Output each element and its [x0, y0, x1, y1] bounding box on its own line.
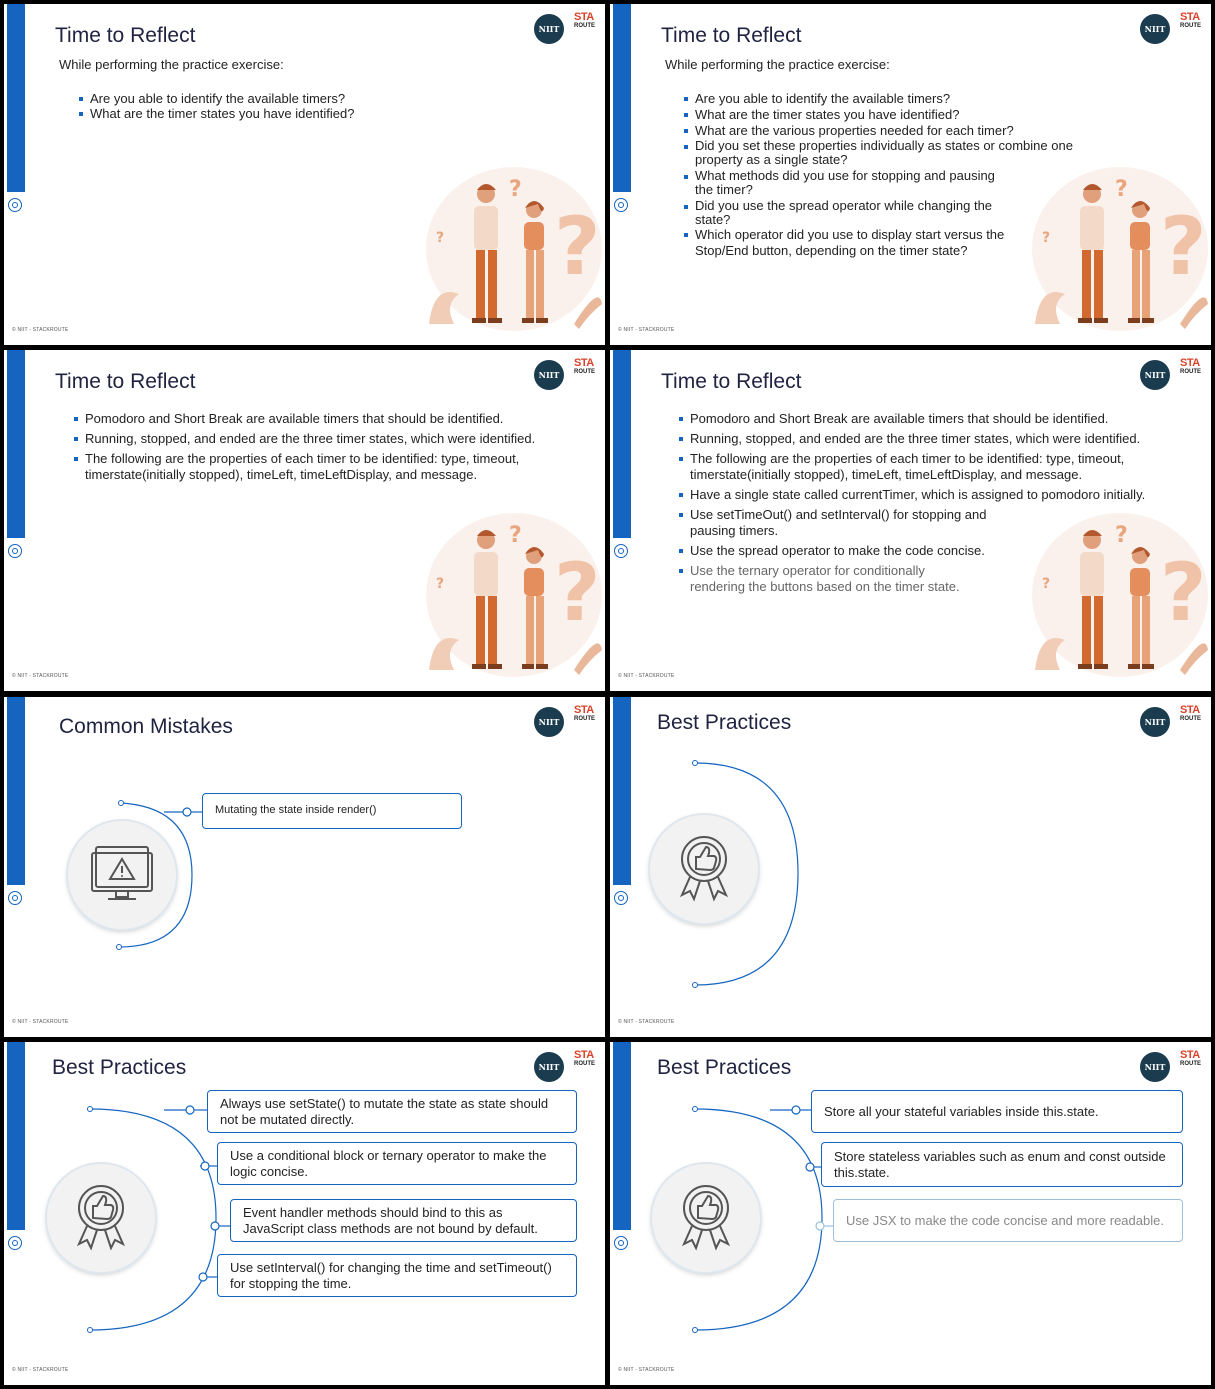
slide-3 [4, 350, 605, 691]
bullet-item: Running, stopped, and ended are the three timer states, which were identified. [679, 431, 1174, 447]
best-practice-box: Always use setState() to mutate the state as state should not be mutated directly. [207, 1090, 577, 1133]
accent-bar [7, 4, 25, 192]
stackroute-logo: STA ROUTE [574, 11, 595, 29]
bullet-item: Use setTimeOut() and setInterval() for stopping and pausing timers. [679, 507, 1010, 539]
footer-copyright: © NIIT - STACKROUTE [618, 327, 675, 333]
slide-title: Time to Reflect [661, 24, 802, 47]
niit-logo: NIIT [534, 1052, 564, 1082]
slide-title: Time to Reflect [55, 24, 196, 47]
accent-bar [7, 350, 25, 538]
niit-logo: NIIT [1140, 707, 1170, 737]
footer-copyright: © NIIT - STACKROUTE [618, 1367, 675, 1373]
svg-text:?: ? [554, 200, 601, 293]
bullet-item: What are the timer states you have identified? [79, 106, 389, 121]
slide-title: Best Practices [52, 1056, 187, 1079]
reflecting-people-illustration [414, 164, 604, 334]
accent-bar [613, 350, 631, 538]
slide-title: Best Practices [657, 711, 792, 734]
stackroute-logo: STA ROUTE [1180, 11, 1201, 29]
footer-copyright: © NIIT - STACKROUTE [12, 1019, 69, 1025]
svg-text:?: ? [1160, 200, 1207, 293]
best-practice-box: Store stateless variables such as enum and const outside this.state. [821, 1142, 1183, 1187]
slide-subtitle: While performing the practice exercise: [59, 57, 284, 72]
niit-logo: NIIT [534, 360, 564, 390]
bullet-item: Pomodoro and Short Break are available timers that should be identified. [74, 411, 564, 427]
reflecting-people-illustration [1020, 164, 1210, 334]
bullet-item: Have a single state called currentTimer, which is assigned to pomodoro initially. [679, 487, 1174, 503]
footer-copyright: © NIIT - STACKROUTE [12, 673, 69, 679]
slide-6 [610, 697, 1211, 1037]
award-thumbs-up-icon [650, 815, 758, 923]
best-practice-box: Use setInterval() for changing the time and setTimeout() for stopping the time. [217, 1254, 577, 1297]
svg-text:?: ? [554, 546, 601, 639]
stackroute-logo: STA ROUTE [574, 357, 595, 375]
bullet-item: Pomodoro and Short Break are available timers that should be identified. [679, 411, 1174, 427]
target-icon [614, 544, 628, 558]
bullet-item: Use the spread operator to make the code concise. [679, 543, 1174, 559]
svg-text:?: ? [509, 177, 522, 202]
best-practice-box: Use a conditional block or ternary operator to make the logic concise. [217, 1142, 577, 1185]
niit-logo: NIIT [1140, 1052, 1170, 1082]
bullet-item: Use the ternary operator for conditionally rendering the buttons based on the timer state. [679, 563, 980, 595]
svg-text:?: ? [1160, 546, 1207, 639]
niit-logo: NIIT [1140, 14, 1170, 44]
slide-title: Common Mistakes [59, 715, 233, 738]
reflecting-people-illustration [414, 510, 604, 680]
bullet-item: The following are the properties of each timer to be identified: type, timeout, timerstate(initially stopped), timeLeft, timeLeftDisplay, and message. [679, 451, 1174, 483]
stackroute-logo: STA ROUTE [1180, 704, 1201, 722]
slide-title: Time to Reflect [661, 370, 802, 393]
award-thumbs-up-icon [47, 1164, 155, 1272]
footer-copyright: © NIIT - STACKROUTE [12, 327, 69, 333]
stackroute-logo: STA ROUTE [574, 704, 595, 722]
bullet-item: Which operator did you use to display start versus the Stop/End button, depending on the timer state? [684, 227, 1025, 259]
accent-bar [613, 4, 631, 192]
award-thumbs-up-icon [652, 1164, 760, 1272]
stackroute-logo: STA ROUTE [1180, 1049, 1201, 1067]
bullet-item: Did you use the spread operator while changing the state? [684, 199, 995, 227]
svg-text:?: ? [1042, 230, 1051, 246]
bullet-item: Are you able to identify the available timers? [79, 91, 389, 106]
footer-copyright: © NIIT - STACKROUTE [618, 673, 675, 679]
bullet-item: What are the various properties needed for each timer? [684, 123, 1089, 139]
best-practice-box: Store all your stateful variables inside this.state. [811, 1090, 1183, 1133]
best-practice-box: Use JSX to make the code concise and more readable. [833, 1199, 1183, 1242]
target-icon [614, 198, 628, 212]
computer-warning-icon [68, 821, 176, 929]
bullet-item: Are you able to identify the available timers? [684, 91, 1089, 107]
footer-copyright: © NIIT - STACKROUTE [618, 1019, 675, 1025]
slide-7 [4, 1042, 605, 1385]
mistake-box: Mutating the state inside render() [202, 793, 462, 829]
niit-logo: NIIT [534, 707, 564, 737]
bullet-item: The following are the properties of each timer to be identified: type, timeout, timerstate(initially stopped), timeLeft, timeLeftDisplay, and message. [74, 451, 564, 483]
target-icon [8, 198, 22, 212]
slide-4 [610, 350, 1211, 691]
bullet-item: What methods did you use for stopping and pausing the timer? [684, 169, 1015, 197]
footer-copyright: © NIIT - STACKROUTE [12, 1367, 69, 1373]
stackroute-logo: STA ROUTE [1180, 357, 1201, 375]
svg-text:?: ? [1042, 576, 1051, 592]
bullet-list [79, 91, 389, 121]
slide-title: Best Practices [657, 1056, 792, 1079]
svg-text:?: ? [509, 523, 522, 548]
reflecting-people-illustration [1020, 510, 1210, 680]
bullet-list [74, 411, 564, 483]
slide-title: Time to Reflect [55, 370, 196, 393]
bullet-item: Did you set these properties individually as states or combine one property as a single state? [684, 139, 1080, 167]
stackroute-logo: STA ROUTE [574, 1049, 595, 1067]
bullet-item: What are the timer states you have identified? [684, 107, 1089, 123]
slide-subtitle: While performing the practice exercise: [665, 57, 890, 72]
svg-text:?: ? [1115, 177, 1128, 202]
slide-1 [4, 4, 605, 345]
svg-text:?: ? [436, 576, 445, 592]
niit-logo: NIIT [1140, 360, 1170, 390]
svg-text:?: ? [1115, 523, 1128, 548]
slide-8 [610, 1042, 1211, 1385]
slide-2 [610, 4, 1211, 345]
niit-logo: NIIT [534, 14, 564, 44]
bullet-item: Running, stopped, and ended are the three timer states, which were identified. [74, 431, 564, 447]
slide-5 [4, 697, 605, 1037]
svg-text:?: ? [436, 230, 445, 246]
best-practice-box: Event handler methods should bind to this as JavaScript class methods are not bound by default. [230, 1199, 577, 1242]
target-icon [8, 544, 22, 558]
